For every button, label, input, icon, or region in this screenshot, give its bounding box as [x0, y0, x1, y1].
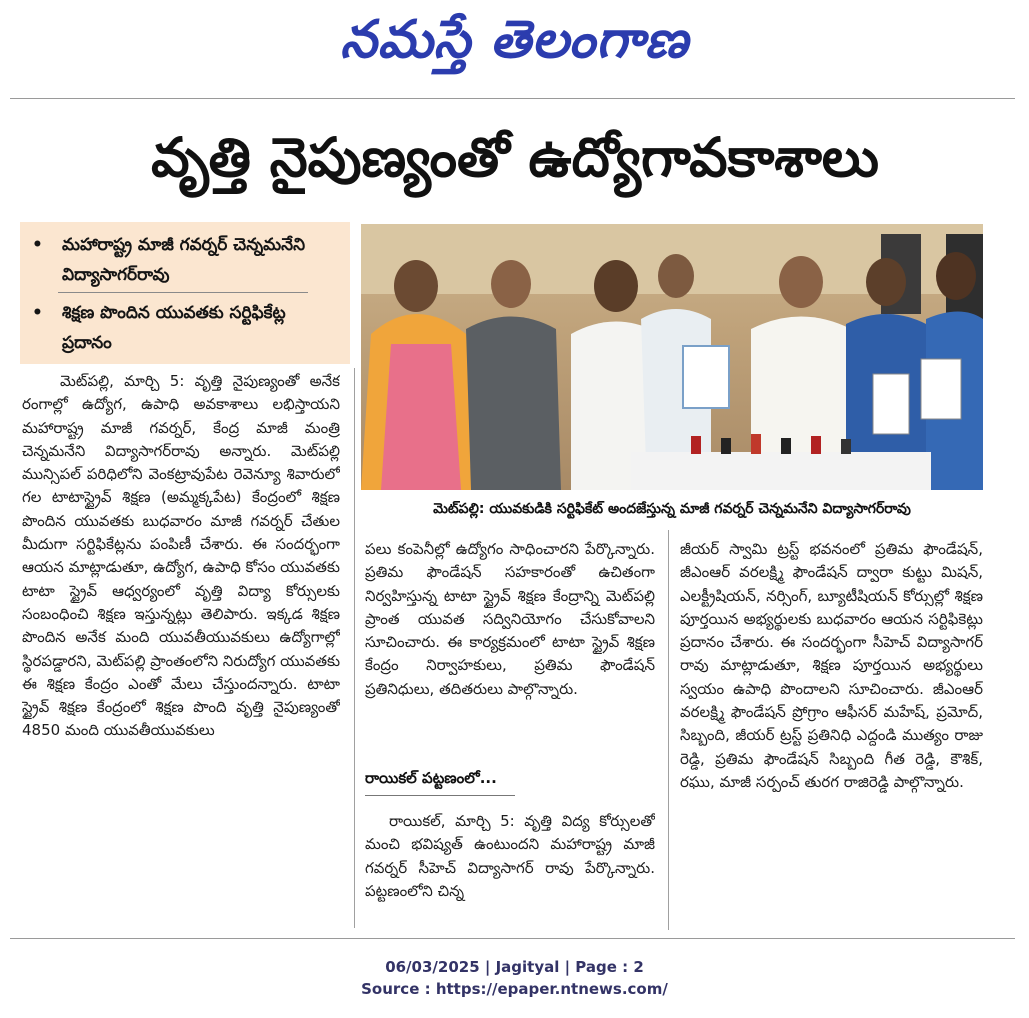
article-column-1: మెట్‌పల్లి, మార్చి 5: వృత్తి నైపుణ్యంతో అనేక రంగాల్లో ఉద్యోగ, ఉపాధి అవకాశాలు లభిస్తాయని మహారాష్ట్ర మాజీ గవర్నర్, కేంద్ర మాజీ మంత్రి చెన్నమనేని విద్యాసాగర్‌రావు అన్నారు. మెట్‌పల్లి మున్సిపల్ పరిధిలోని వెంకట్రావుపేట రెవెన్యూ శివారులో గల టాటాస్ట్రైవ్ శిక్షణ (అమ్మక్కపేట) కేంద్రంలో శిక్షణ పొందిన యువతకు బుధవారం మాజీ గవర్నర్ చేతుల మీదుగా సర్టిఫికేట్లను పంపిణీ చేశారు. ఈ సందర్భంగా ఆయన మాట్లాడుతూ, ఉద్యోగ, ఉపాధి కోసం యువతకు టాటా స్ట్రైవ్ ఆధ్వర్యంలో వృత్తి విద్యా కోర్సులకు సంబంధించి శిక్షణ ఇస్తున్నట్లు తెలిపారు. ఇక్కడ శిక్షణ పొందిన అనేక మంది యువతీయువకులు ఉద్యోగాల్లో స్థిరపడ్డారని, మెట్‌పల్లి ప్రాంతంలోని నిరుద్యోగ యువతకు ఈ శిక్షణ కేంద్రం ఎంతో మేలు చేస్తుందన్నారు. టాటా స్ట్రైవ్ శిక్షణ కేంద్రంలో శిక్షణ పొంది వృత్తి నైపుణ్యంతో 4850 మంది యువతీయువకులు	[22, 372, 340, 740]
subheading-underline	[365, 795, 515, 796]
bullet-icon: •	[32, 235, 43, 255]
bullet-icon: •	[32, 303, 43, 323]
column-divider	[354, 368, 355, 928]
column-divider	[668, 530, 669, 930]
article-column-2: పలు కంపెనీల్లో ఉద్యోగం సాధించారని పేర్కొన్నారు. ప్రతిమ ఫౌండేషన్ సహకారంతో ఉచితంగా నిర్వహిస్తున్న టాటా స్ట్రైవ్ శిక్షణ కేంద్రాన్ని మెట్‌పల్లి ప్రాంత యువత సద్వినియోగం చేసుకోవాలని సూచించారు. ఈ కార్యక్రమంలో టాటా స్ట్రైవ్ శిక్షణ కేంద్రం నిర్వాహకులు, ప్రతిమ ఫౌండేషన్ ప్రతినిధులు, తదితరులు పాల్గొన్నారు.	[365, 540, 655, 698]
article-column-3: జీయర్ స్వామి ట్రస్ట్ భవనంలో ప్రతిమ ఫౌండేషన్, జీఎంఆర్ వరలక్ష్మి ఫౌండేషన్ ద్వారా కుట్టు మిషన్, ఎలక్ట్రీషియన్, నర్సింగ్, బ్యూటీషియన్ కోర్సుల్లో శిక్షణ పూర్తయిన అభ్యర్థులకు బుధవారం ఆయన సర్టిఫికెట్లు ప్రదానం చేశారు. ఈ సందర్భంగా సీహెచ్ విద్యాసాగర్ రావు మాట్లాడుతూ, శిక్షణ పూర్తయిన అభ్యర్థులు స్వయం ఉపాధి పొందాలని సూచించారు. జీఎంఆర్ వరలక్ష్మి ఫౌండేషన్ ప్రోగ్రాం ఆఫీసర్ మహేష్, ప్రమోద్, సిబ్బంది, జీయర్ ట్రస్ట్ ప్రతినిధి ఎద్దండి ముత్యం రాజు రెడ్డి, ప్రతిమ ఫౌండేషన్ సిబ్బంది గీత రెడ్డి, కౌశిక్, రఘు, మాజీ సర్పంచ్ తురగ రాజిరెడ్డి పాల్గొన్నారు.	[680, 540, 983, 791]
article-subheading: రాయికల్ పట్టణంలో...	[365, 769, 497, 787]
photo-caption: మెట్‌పల్లి: యువకుడికి సర్టిఫికేట్ అందజేస్తున్న మాజీ గవర్నర్ చెన్నమనేని విద్యాసాగర్‌రావు	[433, 501, 911, 517]
news-photo	[361, 224, 983, 490]
edition-info: 06/03/2025 | Jagityal | Page : 2	[385, 958, 644, 976]
bottom-divider	[10, 938, 1015, 939]
article-column-2b: రాయికల్, మార్చి 5: వృత్తి విద్య కోర్సులతో మంచి భవిష్యత్ ఉంటుందని మహారాష్ట్ర మాజీ గవర్నర్ సీహెచ్ విద్యాసాగర్ రావు పేర్కొన్నారు. పట్టణంలోని చిన్న	[365, 812, 655, 900]
highlight-divider	[58, 292, 308, 293]
highlight-text: శిక్షణ పొందిన యువతకు సర్టిఫికేట్ల ప్రదానం	[62, 303, 286, 353]
highlight-text: మహారాష్ట్ర మాజీ గవర్నర్ చెన్నమనేని విద్యాసాగర్‌రావు	[62, 235, 306, 285]
article-headline: వృత్తి నైపుణ్యంతో ఉద్యోగావకాశాలు	[151, 126, 879, 189]
top-divider	[10, 98, 1015, 99]
source-link[interactable]: Source : https://epaper.ntnews.com/	[361, 980, 668, 998]
newspaper-masthead: నమస్తే తెలంగాణ	[340, 10, 689, 70]
photo-illustration	[361, 224, 983, 490]
highlights-box	[20, 222, 350, 364]
